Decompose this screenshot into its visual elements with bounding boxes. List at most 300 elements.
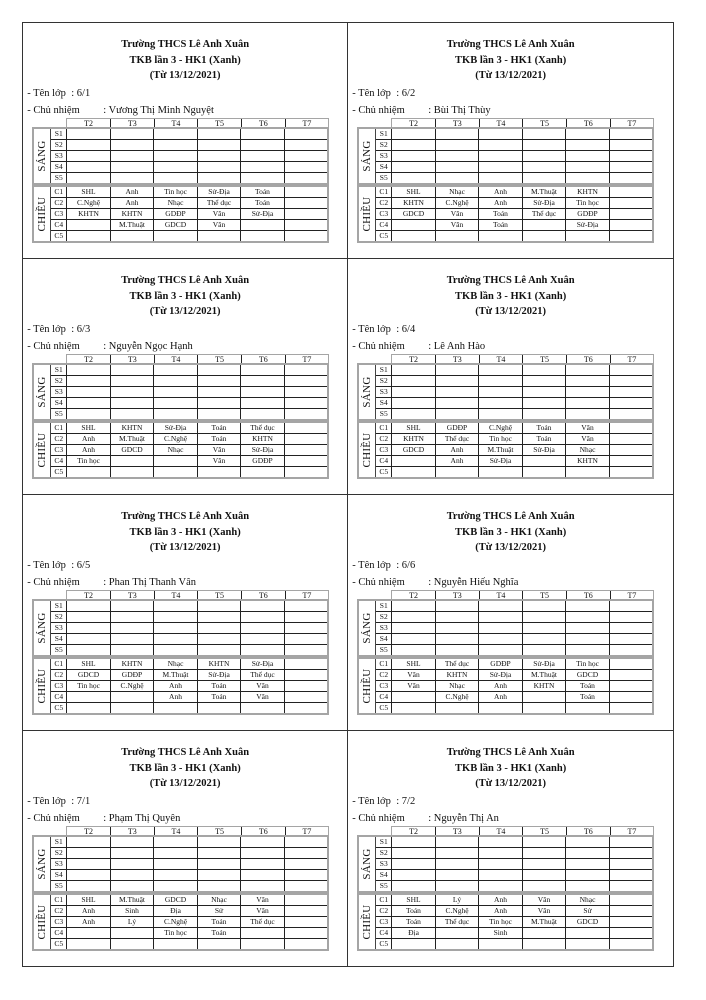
schedule-cell — [523, 365, 567, 375]
day-header: T5 — [523, 591, 567, 600]
day-header: T4 — [155, 827, 199, 836]
schedule-cell — [436, 365, 480, 375]
schedule-cell — [241, 387, 285, 397]
schedule-cell — [67, 881, 111, 891]
period-label: S5 — [376, 173, 392, 183]
homeroom-label: - Chủ nhiệm — [27, 813, 80, 825]
schedule-cell — [523, 634, 567, 644]
schedule-table — [32, 826, 329, 952]
schedule-cell — [111, 634, 155, 644]
period-row — [376, 881, 652, 891]
afternoon-label: CHIỀU — [36, 196, 49, 232]
period-label: S4 — [51, 870, 67, 880]
day-header: T5 — [198, 827, 242, 836]
period-label: C1 — [51, 895, 67, 905]
schedule-cell — [67, 623, 111, 633]
schedule-cell — [566, 837, 610, 847]
schedule-cell — [154, 623, 198, 633]
period-label: S4 — [376, 162, 392, 172]
afternoon-label-cell — [34, 895, 51, 949]
schedule-cell: Nhạc — [566, 445, 610, 455]
schedule-cell: Văn — [392, 670, 436, 680]
schedule-cell — [67, 365, 111, 375]
day-header: T7 — [302, 591, 312, 601]
morning-label: SÁNG — [361, 612, 374, 644]
period-label: C2 — [51, 434, 67, 444]
class-timetable — [347, 730, 674, 967]
schedule-cell — [392, 231, 436, 241]
schedule-cell — [111, 140, 155, 150]
day-header: T6 — [567, 119, 611, 128]
period-label: C5 — [51, 939, 67, 949]
schedule-cell: Sử-Địa — [154, 423, 198, 433]
schedule-title: TKB lần 3 - HK1 (Xanh) — [129, 527, 241, 539]
day-header: T4 — [480, 119, 524, 128]
morning-session — [32, 835, 329, 893]
schedule-cell — [610, 917, 653, 927]
period-label: C2 — [376, 670, 392, 680]
period-label: S2 — [51, 848, 67, 858]
day-header: T5 — [523, 119, 567, 128]
period-row — [51, 601, 327, 612]
period-label: S3 — [51, 859, 67, 869]
schedule-cell — [198, 398, 242, 408]
period-row — [51, 837, 327, 848]
period-label: C3 — [51, 445, 67, 455]
period-row — [376, 162, 652, 173]
period-row — [51, 692, 327, 703]
schedule-cell — [111, 870, 155, 880]
afternoon-session — [357, 893, 654, 951]
period-label: S5 — [51, 409, 67, 419]
schedule-cell: Tin học — [479, 434, 523, 444]
schedule-cell — [523, 467, 567, 477]
schedule-cell: Thể dục — [523, 209, 567, 219]
homeroom-teacher: : Phan Thị Thanh Vân — [103, 577, 196, 589]
period-label: C1 — [376, 423, 392, 433]
schedule-cell — [436, 634, 480, 644]
schedule-cell: Lý — [111, 917, 155, 927]
schedule-cell — [392, 398, 436, 408]
period-row — [376, 231, 652, 241]
period-row — [51, 365, 327, 376]
schedule-cell — [67, 848, 111, 858]
afternoon-session — [357, 185, 654, 243]
afternoon-label: CHIỀU — [36, 904, 49, 940]
schedule-cell — [154, 645, 198, 655]
day-header: T2 — [392, 827, 436, 836]
schedule-cell — [392, 456, 436, 466]
morning-label-cell — [34, 837, 51, 891]
schedule-cell: SHL — [67, 423, 111, 433]
day-header: T3 — [111, 355, 155, 364]
period-row — [376, 445, 652, 456]
period-label: S4 — [51, 634, 67, 644]
schedule-cell — [198, 848, 242, 858]
schedule-cell — [479, 837, 523, 847]
schedule-cell — [610, 837, 653, 847]
period-label: S3 — [376, 859, 392, 869]
schedule-cell — [154, 456, 198, 466]
schedule-cell: M.Thuật — [111, 220, 155, 230]
schedule-cell — [67, 231, 111, 241]
schedule-cell — [610, 601, 653, 611]
schedule-cell — [285, 612, 328, 622]
effective-date: (Từ 13/12/2021) — [149, 70, 221, 82]
schedule-cell: Sử-Địa — [198, 670, 242, 680]
period-row — [376, 129, 652, 140]
schedule-cell — [610, 173, 653, 183]
afternoon-session — [32, 421, 329, 479]
schedule-cell — [566, 140, 610, 150]
schedule-cell — [111, 692, 155, 702]
schedule-cell: KHTN — [566, 456, 610, 466]
day-header: T4 — [480, 355, 524, 364]
schedule-cell — [154, 376, 198, 386]
schedule-title: TKB lần 3 - HK1 (Xanh) — [455, 763, 567, 775]
schedule-cell — [285, 456, 328, 466]
schedule-cell — [566, 162, 610, 172]
schedule-cell — [285, 848, 328, 858]
afternoon-session — [32, 657, 329, 715]
schedule-cell: Văn — [523, 895, 567, 905]
homeroom-label: - Chủ nhiệm — [27, 105, 80, 117]
schedule-cell — [67, 387, 111, 397]
period-label: S5 — [51, 645, 67, 655]
period-label: S5 — [51, 881, 67, 891]
schedule-cell — [154, 140, 198, 150]
day-header: T3 — [111, 591, 155, 600]
period-row — [376, 681, 652, 692]
class-name-label: - Tên lớp — [352, 796, 391, 808]
period-row — [376, 917, 652, 928]
schedule-cell — [610, 456, 653, 466]
day-header: T5 — [198, 119, 242, 128]
schedule-cell: Toán — [566, 681, 610, 691]
period-label: S2 — [376, 848, 392, 858]
class-name-label: - Tên lớp — [27, 324, 66, 336]
schedule-cell: Văn — [436, 220, 480, 230]
schedule-cell — [285, 445, 328, 455]
schedule-cell: Anh — [154, 692, 198, 702]
period-label: S2 — [51, 376, 67, 386]
schedule-cell — [392, 870, 436, 880]
schedule-cell — [610, 187, 653, 197]
schedule-cell — [610, 906, 653, 916]
schedule-cell — [479, 173, 523, 183]
period-row — [376, 928, 652, 939]
schedule-cell — [67, 467, 111, 477]
schedule-cell — [610, 129, 653, 139]
schedule-cell — [523, 623, 567, 633]
period-row — [51, 231, 327, 241]
schedule-cell — [154, 129, 198, 139]
schedule-cell: Toán — [523, 434, 567, 444]
schedule-cell — [154, 173, 198, 183]
schedule-cell — [436, 376, 480, 386]
schedule-cell: SHL — [392, 187, 436, 197]
schedule-cell — [523, 848, 567, 858]
homeroom-line — [352, 577, 518, 589]
class-timetable — [347, 22, 674, 259]
period-label: C2 — [51, 198, 67, 208]
schedule-cell: Nhạc — [154, 445, 198, 455]
period-label: C3 — [376, 209, 392, 219]
period-label: S4 — [376, 634, 392, 644]
schedule-cell: KHTN — [523, 681, 567, 691]
period-row — [51, 198, 327, 209]
day-header: T7 — [302, 827, 312, 837]
schedule-cell — [479, 634, 523, 644]
period-row — [376, 601, 652, 612]
period-row — [376, 659, 652, 670]
schedule-cell — [436, 612, 480, 622]
period-label: C3 — [376, 917, 392, 927]
class-name-value: : 6/4 — [396, 324, 416, 336]
day-header: T5 — [198, 591, 242, 600]
schedule-cell — [111, 365, 155, 375]
schedule-cell — [241, 467, 285, 477]
homeroom-label: - Chủ nhiệm — [27, 341, 80, 353]
schedule-cell — [436, 467, 480, 477]
period-row — [376, 467, 652, 477]
schedule-title: TKB lần 3 - HK1 (Xanh) — [455, 55, 567, 67]
schedule-cell — [392, 162, 436, 172]
day-header: T2 — [392, 119, 436, 128]
homeroom-line — [352, 105, 490, 117]
schedule-cell: KHTN — [241, 434, 285, 444]
school-name: Trường THCS Lê Anh Xuân — [446, 747, 575, 759]
schedule-cell — [285, 140, 328, 150]
day-header: T6 — [567, 355, 611, 364]
period-label: C2 — [376, 434, 392, 444]
schedule-cell: Anh — [67, 434, 111, 444]
schedule-cell — [523, 870, 567, 880]
period-row — [51, 376, 327, 387]
class-name-value: : 7/2 — [396, 796, 416, 808]
schedule-cell: Anh — [436, 456, 480, 466]
morning-session — [357, 835, 654, 893]
schedule-cell — [111, 928, 155, 938]
period-row — [51, 187, 327, 198]
schedule-cell — [610, 376, 653, 386]
day-header: T6 — [242, 591, 286, 600]
day-header: T3 — [436, 355, 480, 364]
schedule-cell — [154, 939, 198, 949]
period-row — [51, 928, 327, 939]
period-label: C5 — [376, 703, 392, 713]
period-row — [51, 456, 327, 467]
period-label: S4 — [51, 162, 67, 172]
schedule-cell — [285, 209, 328, 219]
afternoon-label-cell — [359, 423, 376, 477]
period-label: S2 — [51, 140, 67, 150]
schedule-cell — [111, 129, 155, 139]
schedule-cell — [198, 870, 242, 880]
schedule-title: TKB lần 3 - HK1 (Xanh) — [129, 291, 241, 303]
morning-label: SÁNG — [36, 376, 49, 408]
schedule-cell — [198, 612, 242, 622]
afternoon-label-cell — [359, 659, 376, 713]
schedule-cell — [523, 837, 567, 847]
schedule-cell — [111, 623, 155, 633]
schedule-cell — [392, 634, 436, 644]
class-name-value: : 6/2 — [396, 88, 416, 100]
schedule-cell — [198, 387, 242, 397]
schedule-cell: GDCD — [566, 917, 610, 927]
period-row — [376, 623, 652, 634]
period-label: S4 — [376, 398, 392, 408]
morning-session — [32, 363, 329, 421]
period-label: S1 — [51, 365, 67, 375]
class-timetable — [22, 730, 348, 967]
homeroom-line — [352, 813, 499, 825]
schedule-cell — [436, 398, 480, 408]
class-name-line — [352, 796, 415, 808]
schedule-cell — [111, 703, 155, 713]
schedule-cell — [285, 870, 328, 880]
school-name: Trường THCS Lê Anh Xuân — [121, 511, 250, 523]
schedule-cell — [392, 129, 436, 139]
schedule-cell: M.Thuật — [111, 895, 155, 905]
schedule-cell — [198, 645, 242, 655]
schedule-cell — [479, 623, 523, 633]
school-name: Trường THCS Lê Anh Xuân — [446, 275, 575, 287]
class-name-label: - Tên lớp — [352, 560, 391, 572]
schedule-cell — [241, 612, 285, 622]
schedule-cell — [610, 231, 653, 241]
homeroom-label: - Chủ nhiệm — [352, 577, 405, 589]
schedule-cell — [67, 151, 111, 161]
day-header: T4 — [155, 119, 199, 128]
schedule-cell — [566, 129, 610, 139]
schedule-cell — [285, 601, 328, 611]
period-label: C1 — [376, 895, 392, 905]
schedule-cell — [479, 129, 523, 139]
period-row — [51, 434, 327, 445]
schedule-cell — [392, 645, 436, 655]
period-row — [51, 398, 327, 409]
schedule-cell — [285, 928, 328, 938]
schedule-cell: Nhạc — [154, 198, 198, 208]
day-header: T4 — [480, 591, 524, 600]
schedule-cell — [154, 881, 198, 891]
class-name-value: : 7/1 — [71, 796, 91, 808]
schedule-cell — [566, 173, 610, 183]
period-label: S3 — [376, 623, 392, 633]
period-label: C1 — [51, 659, 67, 669]
schedule-cell — [392, 612, 436, 622]
period-row — [376, 409, 652, 419]
schedule-cell: Văn — [241, 681, 285, 691]
class-name-line — [27, 88, 90, 100]
period-row — [376, 906, 652, 917]
schedule-cell — [610, 645, 653, 655]
period-row — [51, 870, 327, 881]
period-label: C2 — [51, 906, 67, 916]
period-row — [376, 456, 652, 467]
afternoon-label: CHIỀU — [36, 668, 49, 704]
schedule-cell — [566, 398, 610, 408]
schedule-cell — [566, 870, 610, 880]
schedule-cell: SHL — [392, 423, 436, 433]
schedule-cell: C.Nghệ — [154, 434, 198, 444]
schedule-cell — [111, 601, 155, 611]
schedule-cell — [241, 645, 285, 655]
homeroom-line — [27, 577, 196, 589]
schedule-cell — [479, 939, 523, 949]
schedule-cell: Tin học — [154, 928, 198, 938]
period-row — [51, 423, 327, 434]
schedule-cell: KHTN — [392, 434, 436, 444]
schedule-cell: Sử-Địa — [241, 659, 285, 669]
morning-label: SÁNG — [36, 612, 49, 644]
schedule-cell — [111, 387, 155, 397]
schedule-cell — [67, 129, 111, 139]
schedule-cell — [392, 848, 436, 858]
schedule-cell — [285, 151, 328, 161]
schedule-cell: Toán — [198, 928, 242, 938]
schedule-cell: Nhạc — [436, 187, 480, 197]
period-row — [376, 848, 652, 859]
schedule-cell — [241, 129, 285, 139]
schedule-cell — [523, 409, 567, 419]
class-timetable — [22, 258, 348, 495]
schedule-cell — [67, 634, 111, 644]
period-label: C5 — [376, 231, 392, 241]
morning-session — [357, 127, 654, 185]
class-name-label: - Tên lớp — [27, 796, 66, 808]
effective-date: (Từ 13/12/2021) — [149, 542, 221, 554]
schedule-cell: KHTN — [111, 209, 155, 219]
period-label: S2 — [376, 376, 392, 386]
period-row — [51, 659, 327, 670]
school-name: Trường THCS Lê Anh Xuân — [446, 511, 575, 523]
schedule-cell — [610, 162, 653, 172]
schedule-cell: Tin học — [566, 198, 610, 208]
period-row — [376, 187, 652, 198]
homeroom-teacher: : Nguyễn Thị An — [428, 813, 499, 825]
schedule-cell — [479, 387, 523, 397]
schedule-cell — [285, 895, 328, 905]
schedule-cell — [67, 870, 111, 880]
schedule-cell: Sử-Địa — [523, 445, 567, 455]
schedule-cell: Toán — [198, 692, 242, 702]
schedule-cell: Anh — [67, 445, 111, 455]
period-label: C4 — [51, 456, 67, 466]
schedule-cell — [610, 198, 653, 208]
schedule-cell: M.Thuật — [154, 670, 198, 680]
schedule-cell — [566, 409, 610, 419]
period-row — [51, 848, 327, 859]
schedule-cell — [285, 623, 328, 633]
schedule-cell — [610, 859, 653, 869]
schedule-cell — [523, 220, 567, 230]
schedule-cell — [610, 703, 653, 713]
schedule-cell: Nhạc — [154, 659, 198, 669]
schedule-cell — [111, 837, 155, 847]
period-label: C3 — [376, 681, 392, 691]
period-row — [51, 645, 327, 655]
schedule-cell: Văn — [566, 423, 610, 433]
schedule-cell — [241, 231, 285, 241]
schedule-cell — [241, 220, 285, 230]
schedule-cell — [436, 928, 480, 938]
schedule-cell: Toán — [241, 198, 285, 208]
schedule-cell: Anh — [111, 187, 155, 197]
schedule-cell — [610, 209, 653, 219]
schedule-cell — [67, 692, 111, 702]
